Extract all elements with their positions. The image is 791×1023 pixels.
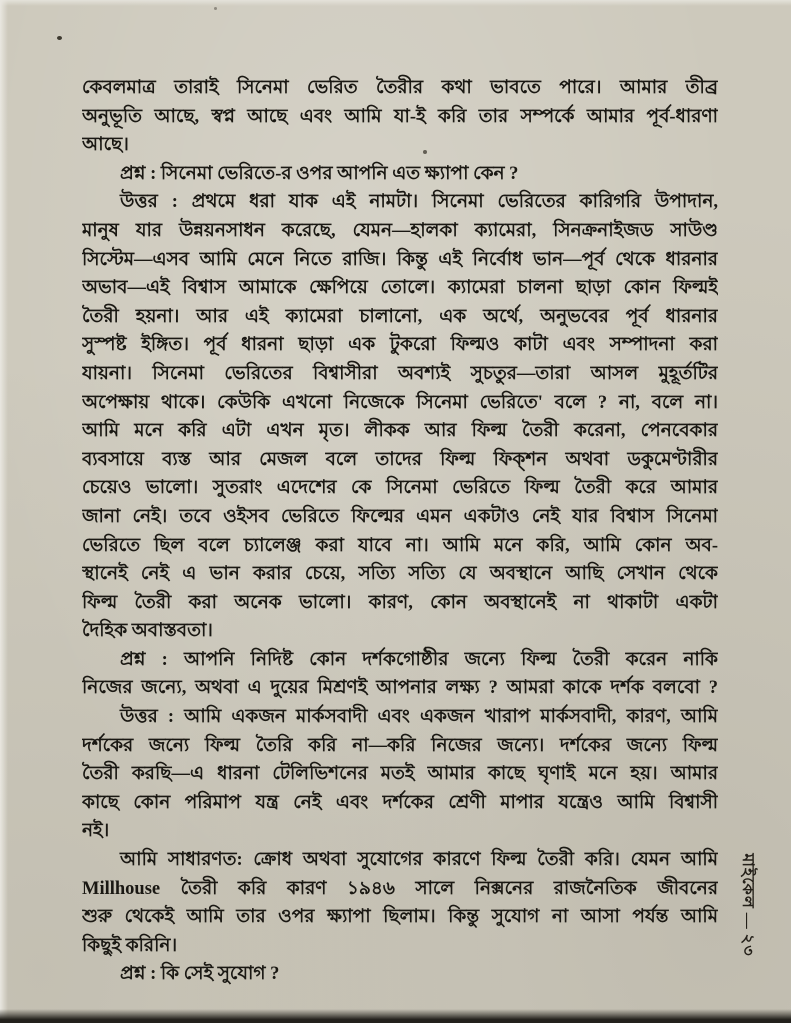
text-line: মানুষ যার উন্নয়নসাধন করেছে, যেমন—হালকা ক্যামেরা, সিনক্রনাইজড সাউণ্ড [82, 220, 718, 241]
fore-edge-running-title [737, 849, 761, 961]
text-line: চেয়েও ভালো। সুতরাং এদেশের কে সিনেমা ভেরিতে ফিল্ম তৈরী করে আমার [82, 478, 718, 499]
body-text [82, 74, 718, 989]
text-line: শুরু থেকেই আমি তার ওপর ক্ষ্যাপা ছিলাম। কিন্তু সুযোগ না আসা পর্যন্ত আমি [82, 907, 718, 928]
scan-edge-bottom [0, 1009, 791, 1023]
text-line: আছে। [82, 135, 129, 156]
answer-line: উত্তর : আমি একজন মার্কসবাদী এবং একজন খারাপ মার্কসবাদী, কারণ, আমি [120, 707, 718, 728]
text-line: সিস্টেম—এসব আমি মেনে নিতে রাজি। কিন্তু এই নির্বোধ ভান—পূর্ব থেকে ধারনার [82, 249, 718, 270]
question-line: প্রশ্ন : সিনেমা ভেরিতে-র ওপর আপনি এত ক্ষ্যাপা কেন ? [120, 163, 519, 184]
text-line: ভেরিতে ছিল বলে চ্যালেঞ্জ করা যাবে না। আমি মনে করি, আমি কোন অব- [82, 535, 718, 556]
text-line: ফিল্ম তৈরী করা অনেক ভালো। কারণ, কোন অবস্থানেই না থাকাটা একটা [82, 592, 718, 613]
text-line: অনুভূতি আছে, স্বপ্ন আছে এবং আমি যা-ই করি তার সম্পর্কে আমার পূর্ব-ধারণা [82, 106, 718, 127]
scan-edge-left [0, 0, 8, 1023]
text-line: তৈরী করছি—এ ধারনা টেলিভিশনের মতই আমার কাছে ঘৃণাই মনে হয়। আমার [82, 764, 718, 785]
edge-page-number: ২৩ [739, 933, 756, 957]
text-line: অপেক্ষায় থাকে। কেউকি এখনো নিজেকে সিনেমা ভেরিতে' বলে ? না, বলে না। [82, 392, 718, 413]
text-line: জানা নেই। তবে ওইসব ভেরিতে ফিল্মের এমন একটাও নেই যার বিশ্বাস সিনেমা [82, 506, 718, 527]
edge-title-text: মাইকেল [739, 853, 756, 909]
text-line: অভাব—এই বিশ্বাস আমাকে ক্ষেপিয়ে তোলে। ক্যামেরা চালনা ছাড়া কোন ফিল্মই [82, 278, 718, 299]
paper-speckle [214, 7, 217, 10]
text-line: স্থানেই নেই এ ভান করার চেয়ে, সত্যি সত্যি যে অবস্থানে আছি সেখান থেকে [82, 564, 718, 585]
answer-line: উত্তর : প্রথমে ধরা যাক এই নামটা। সিনেমা ভেরিতের কারিগরি উপাদান, [120, 192, 718, 213]
text-line: আমি সাধারণত: ক্রোধ অথবা সুযোগের কারণে ফিল্ম তৈরী করি। যেমন আমি [120, 850, 718, 871]
text-line: যায়না। সিনেমা ভেরিতের বিশ্বাসীরা অবশ্যই সুচতুর—তারা আসল মুহূর্তটির [82, 363, 718, 384]
text-line: কাছে কোন পরিমাপ যন্ত্র নেই এবং দর্শকের শ্রেণী মাপার যন্ত্রেও আমি বিশ্বাসী [82, 792, 718, 813]
question-line: প্রশ্ন : কি সেই সুযোগ ? [120, 964, 280, 985]
scan-edge-top [0, 0, 791, 6]
text-line: Millhouse তৈরী করি কারণ ১৯৪৬ সালে নিক্সনের রাজনৈতিক জীবনের [82, 878, 718, 899]
text-line: কেবলমাত্র তারাই সিনেমা ভেরিত তৈরীর কথা ভাবতে পারে। আমার তীব্র [82, 78, 718, 98]
text-line: তৈরী হয়না। আর এই ক্যামেরা চালানো, এক অর্থে, অনুভবের পূর্ব ধারনার [82, 306, 718, 327]
paper-speckle [57, 36, 62, 40]
text-line: কিছুই করিনি। [82, 935, 178, 956]
text-line: দৈহিক অবাস্তবতা। [82, 621, 213, 642]
question-line: প্রশ্ন : আপনি নিদিষ্ট কোন দর্শকগোষ্ঠীর জন্যে ফিল্ম তৈরী করেন নাকি [120, 649, 718, 670]
text-line: নই। [82, 821, 110, 842]
text-line: সুস্পষ্ট ইঙ্গিত। পূর্ব ধারনা ছাড়া এক টুকরো ফিল্মও কাটা এবং সম্পাদনা করা [82, 335, 718, 356]
question-line: নিজের জন্যে, অথবা এ দুয়ের মিশ্রণই আপনার লক্ষ্য ? আমরা কাকে দর্শক বলবো ? [82, 678, 718, 699]
text-line: দর্শকের জন্যে ফিল্ম তৈরি করি না—করি নিজের জন্যে। দর্শকের জন্যে ফিল্ম [82, 735, 718, 756]
text-line: আমি মনে করি এটা এখন মৃত। লীকক আর ফিল্ম তৈরী করেনা, পেনবেকার [82, 421, 718, 442]
edge-separator: — [739, 912, 756, 930]
text-line: ব্যবসায়ে ব্যস্ত আর মেজল বলে তাদের ফিল্ম ফিক্শন অথবা ডকুমেণ্টারীর [82, 449, 718, 470]
